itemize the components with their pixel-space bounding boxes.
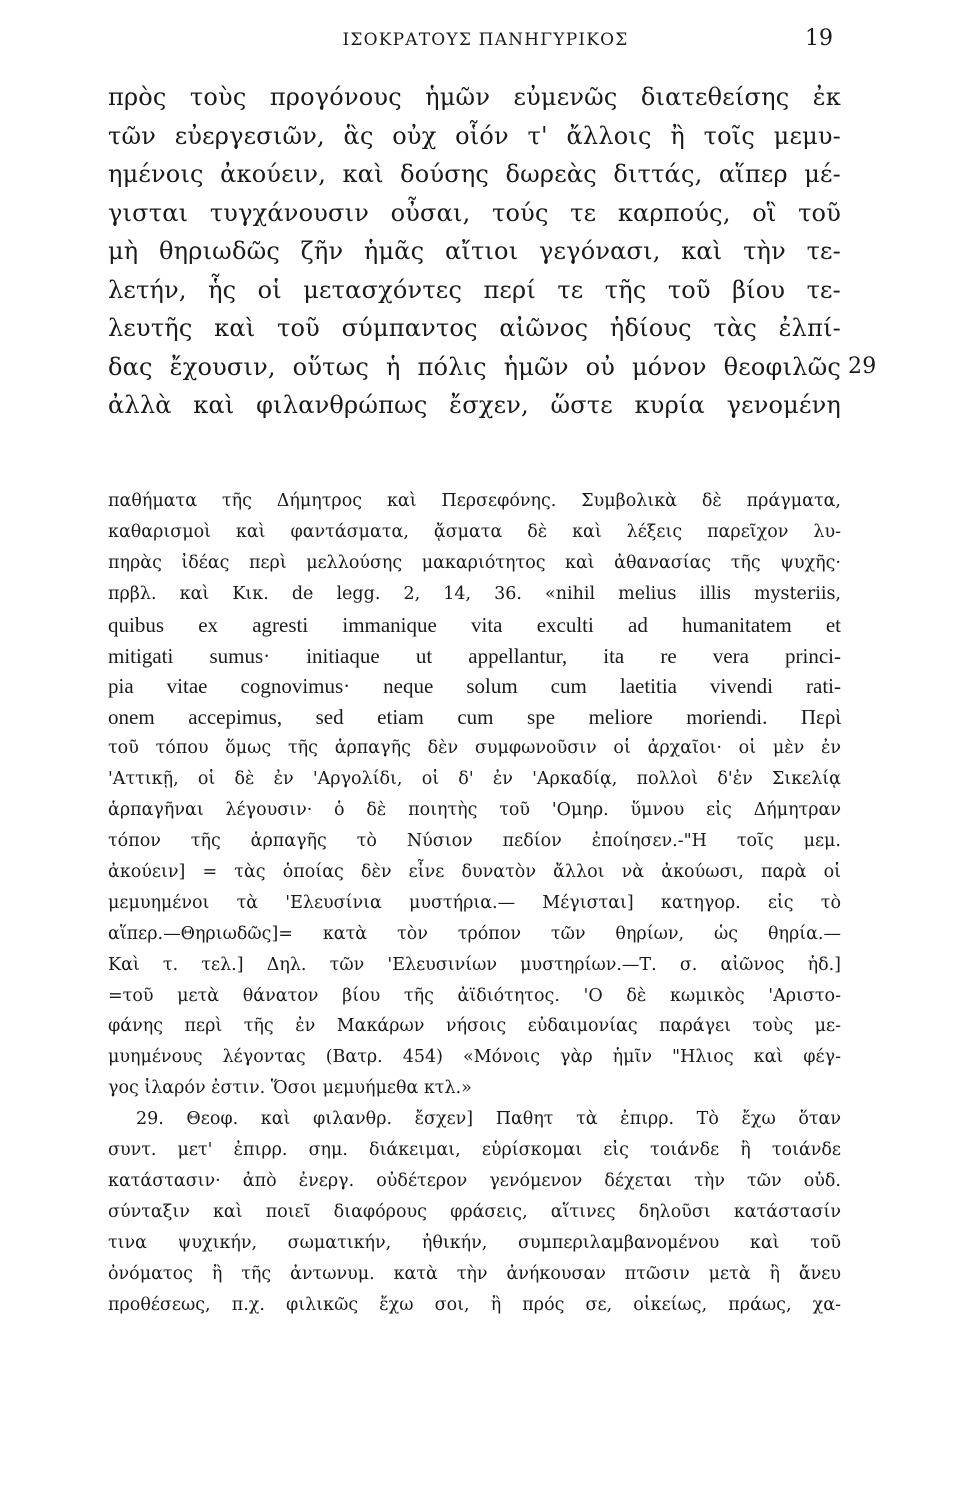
main-line: τῶν εὐεργεσιῶν, ἃς οὐχ οἷόν τ' ἄλλοις ἢ τοῖς μεμυ- — [108, 121, 841, 150]
note-line: ἀκούειν] = τὰς ὁποίας δὲν εἶνε δυνατὸν ἄλλοι νὰ ἀκούωσι, παρὰ οἱ — [108, 861, 841, 882]
note-line: τοῦ τόπου ὅμως τῆς ἁρπαγῆς δὲν συμφωνοῦσιν οἱ ἀρχαῖοι· οἱ μὲν ἐν — [108, 738, 841, 759]
main-line: πρὸς τοὺς προγόνους ἡμῶν εὐμενῶς διατεθείσης ἐκ — [108, 83, 841, 111]
main-line-text: δας ἔχουσιν, οὕτως ἡ πόλις ἡμῶν οὐ μόνον θεοφιλῶς — [108, 352, 841, 381]
main-text — [108, 78, 877, 425]
note-line: προθέσεως, π.χ. φιλικῶς ἔχω σοι, ἢ πρός σε, οἰκείως, πράως, χα- — [108, 1294, 841, 1315]
note-line: κατάστασιν· ἀπὸ ἐνεργ. οὐδέτερον γενόμενον δέχεται τὴν τῶν οὐδ. — [108, 1170, 841, 1191]
note-line: τόπον τῆς ἁρπαγῆς τὸ Νύσιον πεδίον ἐποίησεν.-"Η τοῖς μεμ. — [108, 830, 841, 851]
main-line: λετήν, ἧς οἱ μετασχόντες περί τε τῆς τοῦ βίου τε- — [108, 275, 841, 304]
note-line: 29. Θεοφ. καὶ φιλανθρ. ἔσχεν] Παθητ τὰ ἐπιρρ. Τὸ ἔχω ὅταν — [136, 1109, 841, 1130]
main-line: ημένοις ἀκούειν, καὶ δούσης δωρεὰς διττάς, αἵπερ μέ- — [108, 160, 841, 188]
page-header — [0, 26, 971, 60]
note-line: παθήματα τῆς Δήμητρος καὶ Περσεφόνης. Συμβολικὰ δὲ πράγματα, — [108, 491, 841, 511]
running-head: ΙΣΟΚΡΑΤΟΥΣ ΠΑΝΗΓΥΡΙΚΟΣ — [342, 30, 629, 50]
note-line: ἁρπαγῆναι λέγουσιν· ὁ δὲ ποιητὴς τοῦ 'Ομηρ. ὕμνου εἰς Δήμητραν — [108, 800, 841, 821]
note-line: καθαρισμοὶ καὶ φαντάσματα, ᾄσματα δὲ καὶ λέξεις παρεῖχον λυ- — [108, 521, 841, 542]
note-line: onem accepimus, sed etiam cum spe meliore moriendi. Περὶ — [108, 705, 841, 730]
note-line: quibus ex agresti immanique vita exculti ad humanitatem et — [108, 612, 841, 637]
note-line: =τοῦ μετὰ θάνατον βίου τῆς ἀϊδιότητος. 'Ο δὲ κωμικὸς 'Αριστο- — [108, 985, 841, 1006]
note-line: σύνταξιν καὶ ποιεῖ διαφόρους φράσεις, αἵτινες δηλοῦσι κατάστασίν — [108, 1201, 841, 1222]
main-line — [108, 348, 877, 387]
note-line: μεμυημένοι τὰ 'Ελευσίνια μυστήρια.— Μέγισται] κατηγορ. εἰς τὸ — [108, 892, 841, 913]
main-line: λευτῆς καὶ τοῦ σύμπαντος αἰῶνος ἡδίους τὰς ἐλπί- — [108, 314, 841, 342]
note-line: pia vitae cognovimus· neque solum cum laetitia vivendi rati- — [108, 674, 841, 699]
main-line: ἀλλὰ καὶ φιλανθρώπως ἔσχεν, ὥστε κυρία γενομένη — [108, 391, 841, 419]
note-line: συντ. μετ' ἐπιρρ. σημ. διάκειμαι, εὑρίσκομαι εἰς τοιάνδε ἢ τοιάνδε — [108, 1140, 841, 1161]
note-line: αἵπερ.—Θηριωδῶς]= κατὰ τὸν τρόπον τῶν θηρίων, ὡς θηρία.— — [108, 923, 841, 944]
note-line: Καὶ τ. τελ.] Δηλ. τῶν 'Ελευσινίων μυστηρίων.—Τ. σ. αἰῶνος ἡδ.] — [108, 954, 841, 975]
note-line: 'Αττικῇ, οἱ δὲ ἐν 'Αργολίδι, οἱ δ' ἐν 'Αρκαδίᾳ, πολλοὶ δ'ἐν Σικελίᾳ — [108, 769, 841, 790]
note-line: πρβλ. καὶ Κικ. de legg. 2, 14, 36. «nihil melius illis mysteriis, — [108, 583, 841, 604]
note-line: πηρὰς ἰδέας περὶ μελλούσης μακαριότητος καὶ ἀθανασίας τῆς ψυχῆς· — [108, 552, 841, 573]
section-margin-number: 29 — [848, 353, 877, 379]
commentary-notes — [108, 486, 841, 1320]
note-line: mitigati sumus· initiaque ut appellantur, ita re vera princi- — [108, 643, 841, 668]
note-line: φάνης περὶ τῆς ἐν Μακάρων νήσοις εὐδαιμονίας παράγει τοὺς με- — [108, 1016, 841, 1037]
main-line: γισται τυγχάνουσιν οὖσαι, τούς τε καρπούς, οἳ τοῦ — [108, 198, 841, 227]
note-line: μυημένους λέγοντας (Βατρ. 454) «Μόνοις γὰρ ἡμῖν "Ηλιος καὶ φέγ- — [108, 1047, 841, 1068]
main-line: μὴ θηριωδῶς ζῆν ἡμᾶς αἴτιοι γεγόνασι, καὶ τὴν τε- — [108, 237, 841, 265]
page-number: 19 — [805, 26, 833, 51]
note-line: ὀνόματος ἢ τῆς ἀντωνυμ. κατὰ τὴν ἀνήκουσαν πτῶσιν μετὰ ἢ ἄνευ — [108, 1263, 841, 1284]
note-line: γος ἱλαρόν ἐστιν. Ὅσοι μεμυήμεθα κτλ.» — [108, 1078, 472, 1099]
note-line: τινα ψυχικήν, σωματικήν, ἠθικήν, συμπεριλαμβανομένου καὶ τοῦ — [108, 1232, 841, 1253]
